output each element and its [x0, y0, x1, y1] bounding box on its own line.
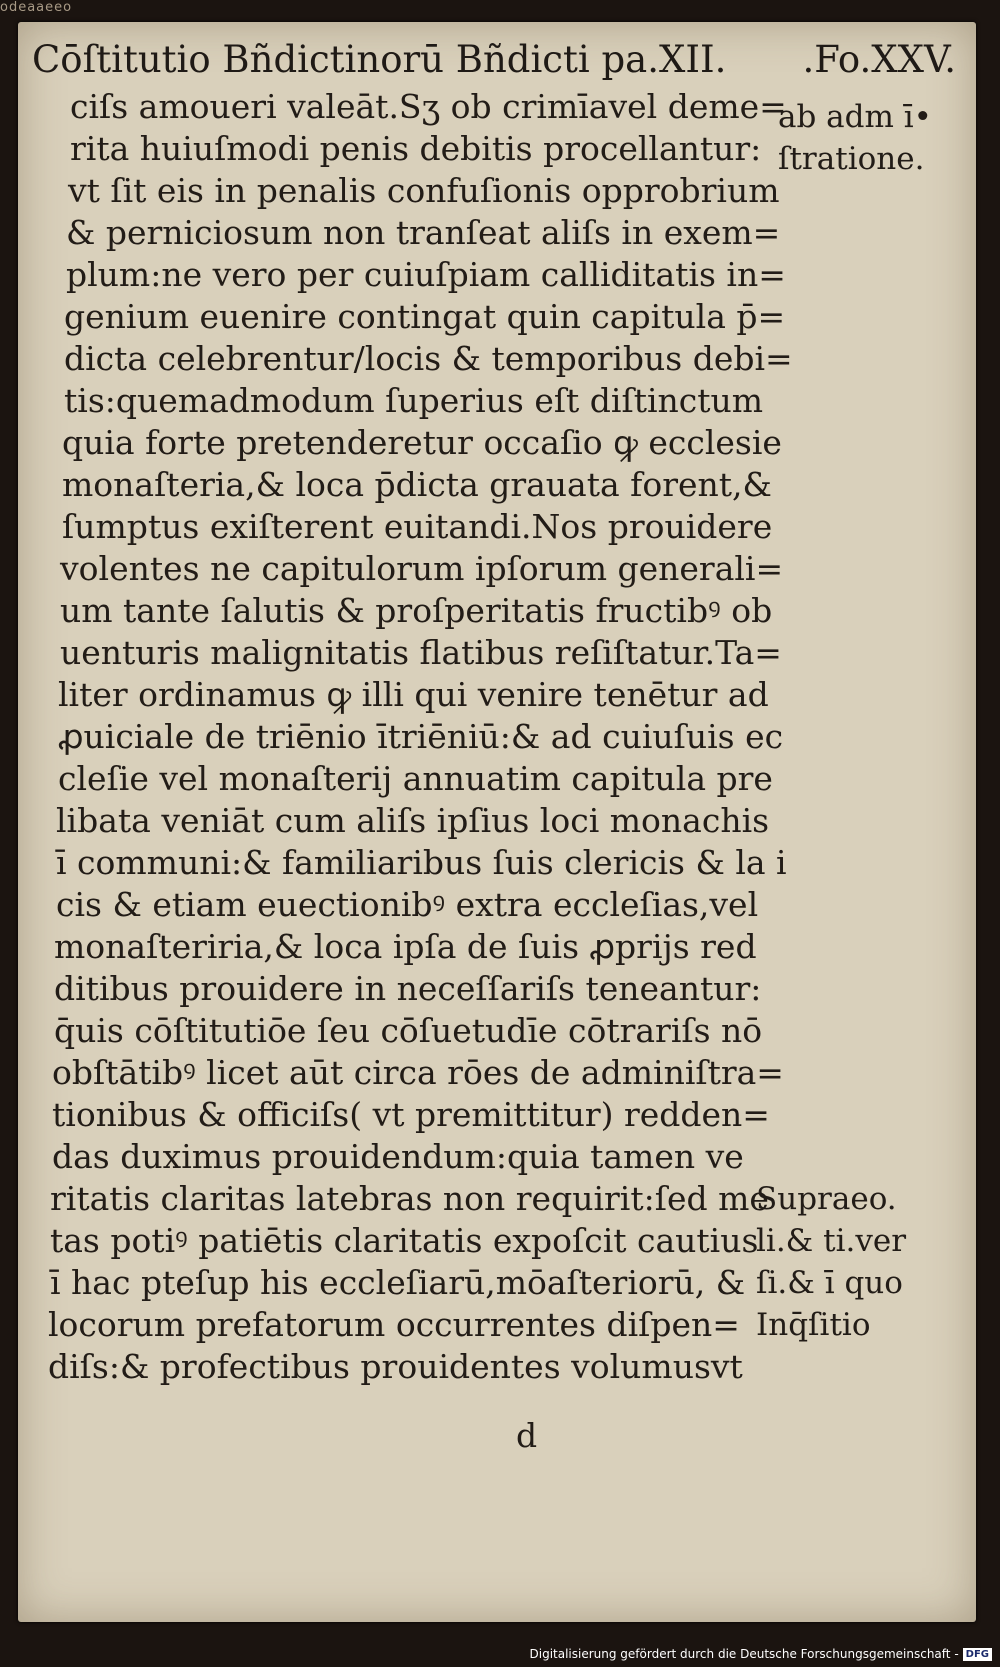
text-line: q̄uis cōſtitutiōe ſeu cōſuetudīe cōtrariſs nō: [54, 1011, 763, 1050]
text-line: cleſie vel monaſterij annuatim capitula pre: [58, 759, 773, 798]
footer-credit: [530, 1647, 993, 1661]
text-line: tas potiꝰ patiētis claritatis expoſcit cautius: [50, 1221, 759, 1260]
marginal-note: Supraeo.: [756, 1181, 897, 1217]
text-line: cis & etiam euectionibꝰ extra eccleſias,vel: [56, 885, 759, 924]
text-line: plum:ne vero per cuiuſpiam calliditatis in=: [66, 255, 786, 294]
signature-mark: d: [516, 1416, 538, 1455]
text-line: ī hac pteſup his eccleſiarū,mōaſteriorū, &: [50, 1263, 746, 1302]
text-line: volentes ne capitulorum ipſorum generali=: [60, 549, 784, 588]
running-header-title: Cōſtitutio Bñdictinorū Bñdicti pa.XII.: [32, 38, 727, 81]
marginal-note: li.& ti.ver: [756, 1223, 907, 1259]
text-line: liter ordinamus ꝙ illi qui venire tenētur ad: [58, 675, 769, 714]
marginal-note: ſi.& ī quo: [756, 1265, 903, 1301]
text-line: diſs:& profectibus prouidentes volumusvt: [48, 1347, 743, 1386]
text-line: rita huiuſmodi penis debitis procellantur:: [70, 129, 762, 168]
text-line: dicta celebrentur/locis & temporibus debi=: [64, 339, 793, 378]
text-line: um tante ſalutis & proſperitatis fructibꝰ ob: [60, 591, 773, 630]
book-page: [18, 22, 976, 1622]
text-line: monaſteria,& loca p̄dicta grauata forent,&: [62, 465, 772, 504]
text-line: uenturis malignitatis flatibus reſiſtatur.Ta=: [60, 633, 782, 672]
text-line: das duximus prouidendum:quia tamen ve: [52, 1137, 744, 1176]
text-line: genium euenire contingat quin capitula p̄=: [64, 297, 786, 336]
text-line: & perniciosum non tranſeat aliſs in exem=: [66, 213, 781, 252]
text-line: tis:quemadmodum ſuperius eſt diſtinctum: [64, 381, 764, 420]
marginal-note: ab adm ī•: [778, 99, 932, 135]
text-line: ciſs amoueri valeāt.Sʒ ob crimīavel deme=: [70, 87, 787, 126]
top-edge-mark: odeaaeeo: [0, 0, 73, 15]
marginal-note: Inq̄ſitio: [756, 1307, 871, 1343]
folio-number: .Fo.XXV.: [802, 38, 956, 81]
text-line: quia forte pretenderetur occaſio ꝙ ecclesie: [62, 423, 782, 462]
text-line: ritatis claritas latebras non requirit:ſed me: [50, 1179, 769, 1218]
dfg-logo-icon: DFG: [963, 1648, 992, 1661]
text-line: monaſteriria,& loca ipſa de ſuis ꝓprijs red: [54, 927, 757, 966]
text-line: ꝓuiciale de triēnio ītriēniū:& ad cuiuſuis ec: [58, 717, 784, 756]
text-line: ditibus prouidere in neceſſariſs teneantur:: [54, 969, 762, 1008]
footer-text: Digitalisierung gefördert durch die Deutsche Forschungsgemeinschaft -: [529, 1647, 959, 1661]
text-line: ī communi:& familiaribus ſuis clericis & la i: [56, 843, 787, 882]
text-line: libata veniāt cum aliſs ipſius loci monachis: [56, 801, 770, 840]
text-line: obſtātibꝰ licet aūt circa rōes de adminiſtra=: [52, 1053, 784, 1092]
text-line: locorum prefatorum occurrentes diſpen=: [48, 1305, 740, 1344]
text-line: ſumptus exiſterent euitandi.Nos prouidere: [62, 507, 773, 546]
marginal-note: ſtratione.: [778, 141, 925, 177]
text-line: tionibus & officiſs( vt premittitur) redden=: [52, 1095, 770, 1134]
text-line: vt ſit eis in penalis confuſionis opprobrium: [68, 171, 780, 210]
